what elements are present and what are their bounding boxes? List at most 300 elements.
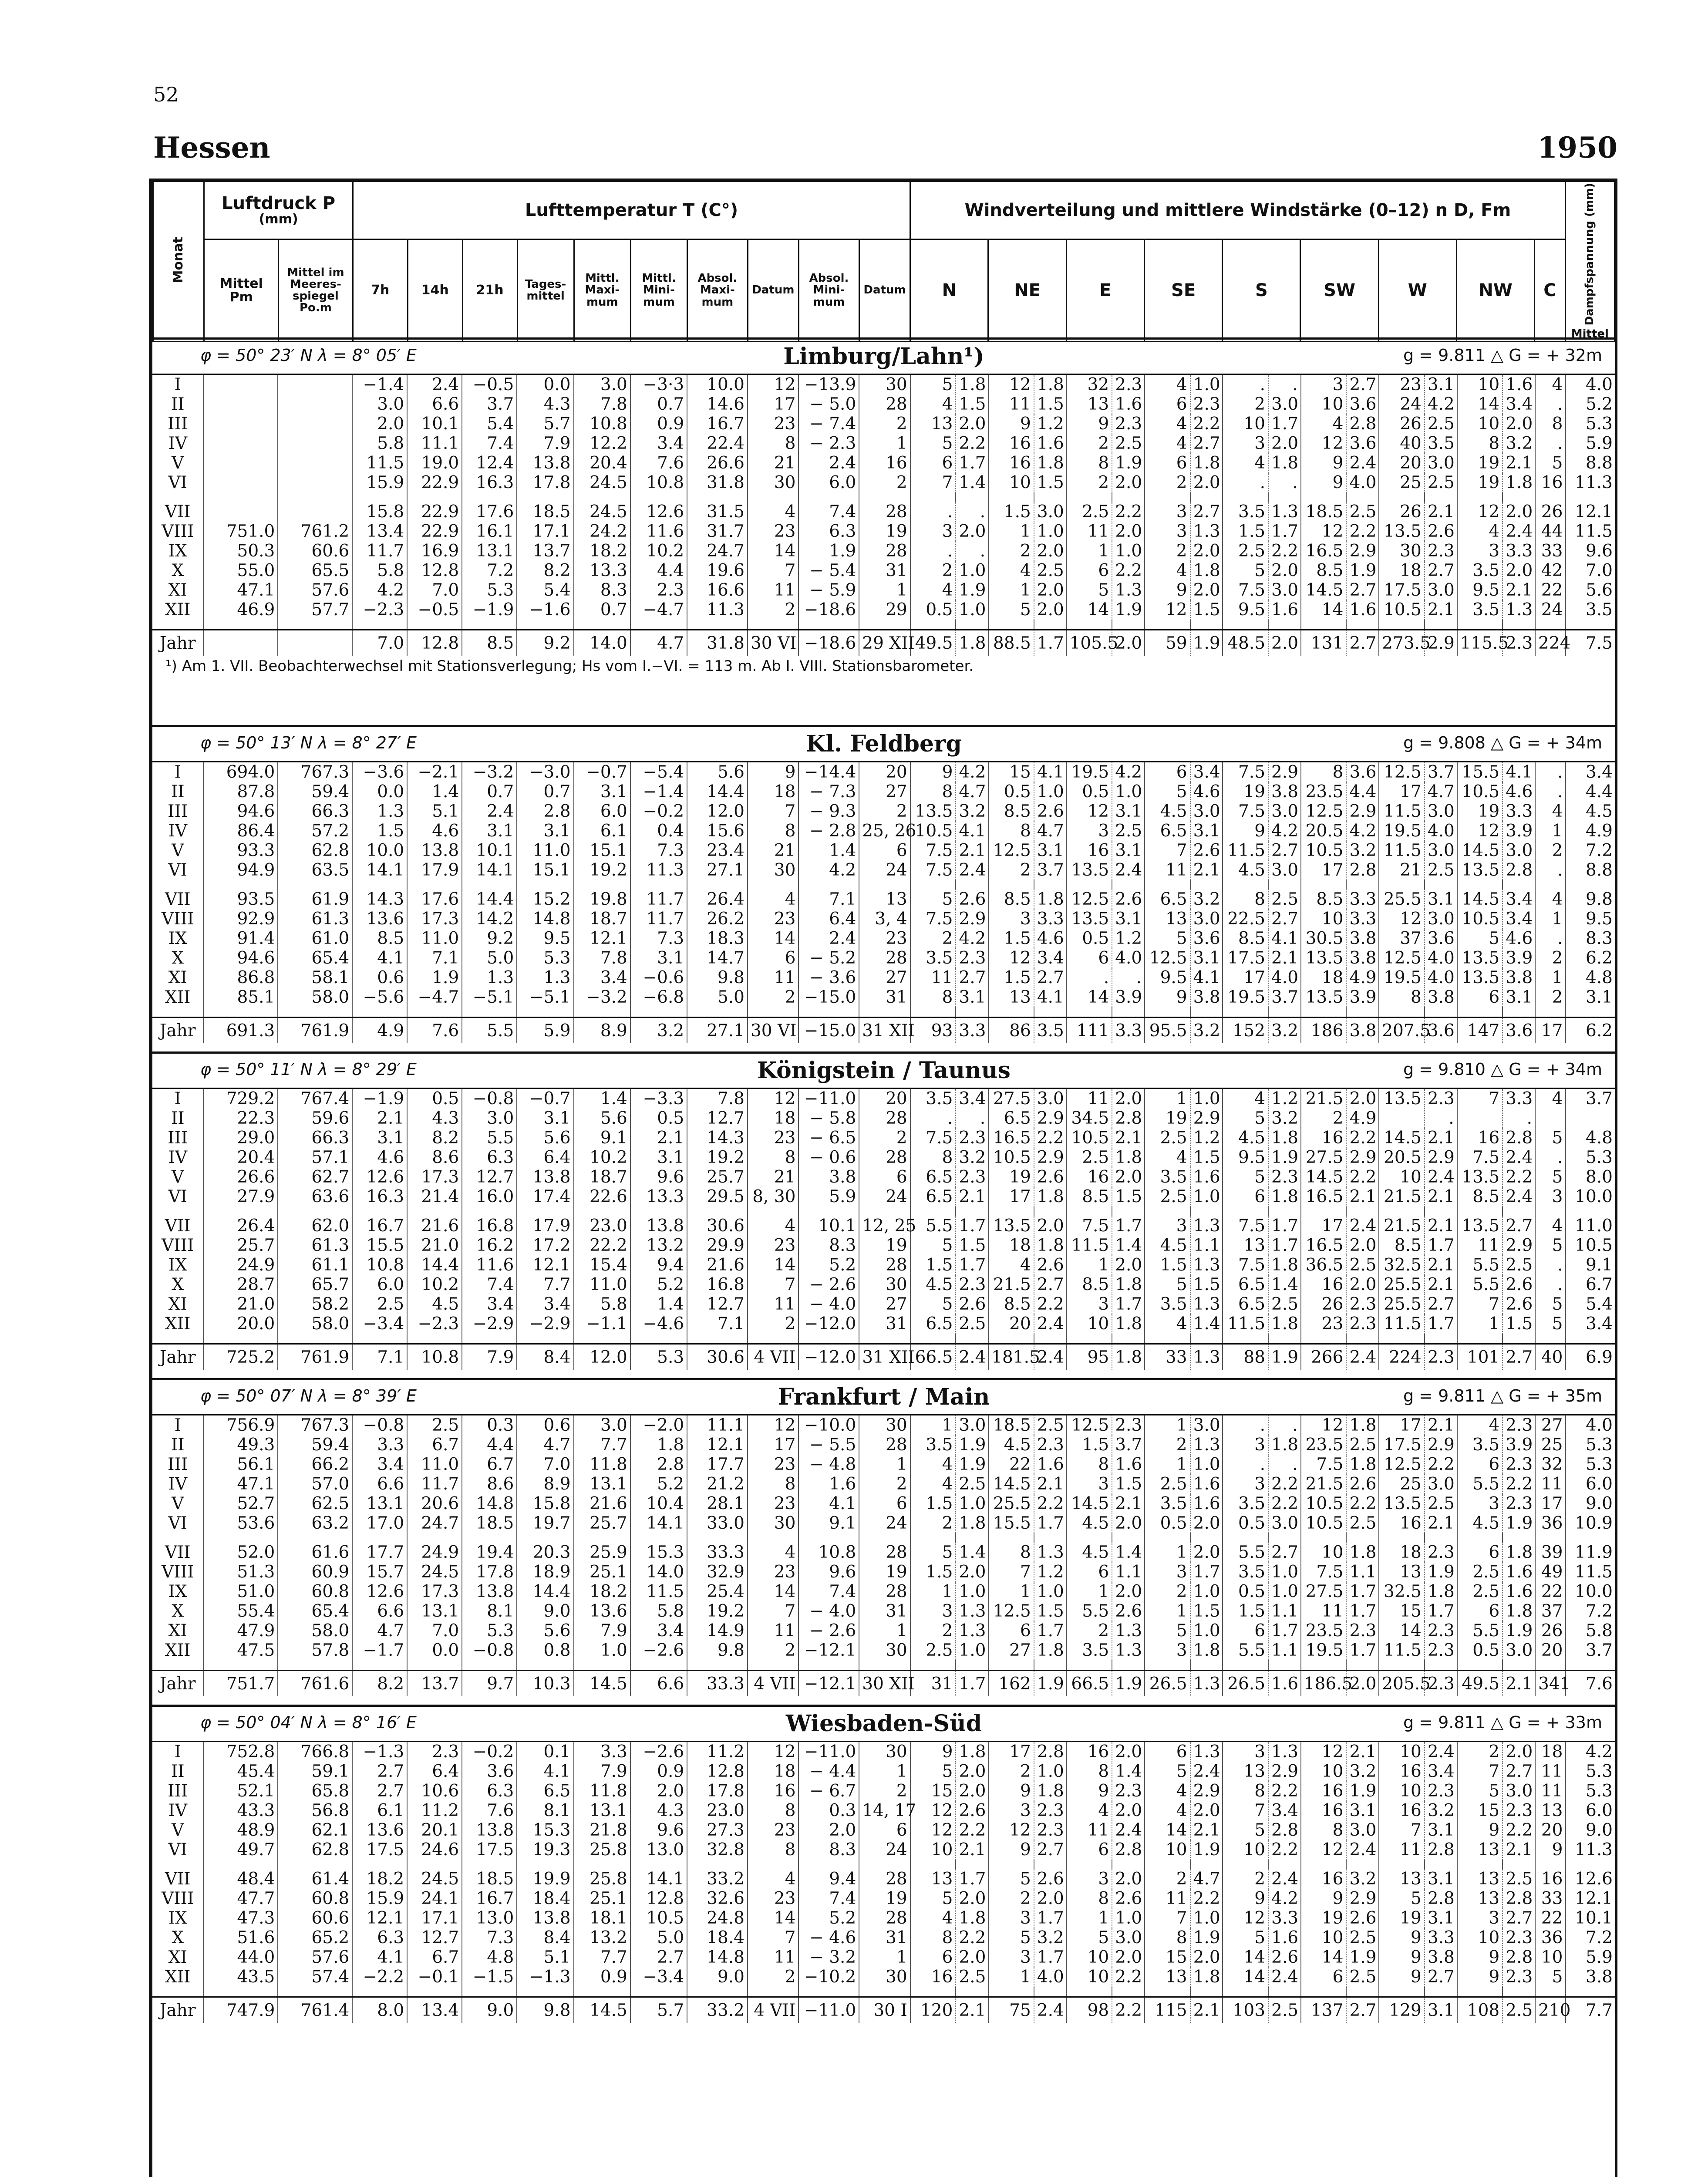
table-cell: 32.5 [1379, 1582, 1425, 1601]
table-cell: 19 [859, 1236, 910, 1255]
table-cell: 1.5 [352, 821, 407, 841]
table-cell: 8 [748, 1840, 798, 1860]
month-row [152, 1314, 1615, 1334]
table-cell: 13 [1145, 1967, 1190, 1987]
table-cell: 2.7 [1346, 580, 1379, 600]
table-cell: 4.0 [1566, 375, 1615, 394]
table-cell: 1.4 [630, 1294, 687, 1314]
table-cell: −1.4 [630, 782, 687, 802]
table-cell: 20 [988, 1314, 1034, 1334]
table-cell: 11.0 [517, 841, 573, 860]
table-cell: 8.3 [1566, 929, 1615, 948]
month-label: XII [165, 1314, 191, 1334]
table-cell: 7.1 [407, 948, 462, 968]
table-cell: 7 [1457, 1294, 1503, 1314]
table-cell: 0.8 [517, 1641, 573, 1660]
table-cell: 7 [1223, 1801, 1268, 1820]
table-cell: 3.1 [1112, 841, 1145, 860]
table-cell: 3.1 [574, 782, 630, 802]
table-cell: 1.5 [1190, 1148, 1223, 1167]
table-cell: 9.0 [687, 1967, 748, 1987]
table-cell: 9.2 [462, 929, 517, 948]
table-cell: 12.8 [407, 630, 462, 656]
table-cell: 36 [1535, 1928, 1566, 1948]
table-cell: 2.5 [1346, 1967, 1379, 1987]
table-cell: 10.5 [910, 821, 956, 841]
table-cell: 6.0 [1566, 1474, 1615, 1494]
table-cell: 6 [748, 948, 798, 968]
table-cell: . [1535, 1255, 1566, 1275]
table-cell: 1.9 [1503, 1621, 1535, 1641]
table-cell: 14.4 [462, 890, 517, 909]
month-row [152, 1455, 1615, 1474]
table-cell: 2.2 [1034, 1494, 1067, 1513]
table-cell: 16.7 [687, 414, 748, 434]
month-label: VI [168, 1840, 188, 1860]
table-cell: 5.0 [462, 948, 517, 968]
table-cell: 2.5 [1457, 1582, 1503, 1601]
table-cell: 13.5 [1457, 968, 1503, 987]
table-cell: 1.3 [1112, 1621, 1145, 1641]
table-cell: 1.8 [1034, 1236, 1067, 1255]
table-cell: 93.5 [203, 890, 278, 909]
station-header [152, 725, 1615, 762]
table-cell: 23 [748, 1889, 798, 1908]
table-cell: 9 [1379, 1928, 1425, 1948]
table-cell: 3.5 [1067, 1641, 1112, 1660]
month-label: X [172, 1275, 184, 1294]
table-cell: 11.5 [352, 453, 407, 473]
table-cell: 2.3 [1425, 1543, 1457, 1562]
table-cell: 65.5 [278, 561, 352, 580]
table-cell: 2.0 [1346, 1089, 1379, 1109]
table-cell: 1.9 [798, 541, 859, 561]
table-cell: 1 [1145, 1543, 1190, 1562]
table-cell: 6 [1145, 453, 1190, 473]
station-name: Frankfurt / Main [778, 1384, 990, 1410]
table-cell: 17.3 [407, 909, 462, 929]
table-cell: − 5.9 [798, 580, 859, 600]
table-cell: 6 [859, 1167, 910, 1187]
table-cell: 1.8 [956, 375, 988, 394]
table-cell: −1.7 [352, 1641, 407, 1660]
table-cell: 1.7 [1034, 1948, 1067, 1967]
month-label: VI [168, 1187, 188, 1206]
table-cell: − 2.8 [798, 821, 859, 841]
table-cell: 0.7 [630, 394, 687, 414]
table-cell: 2.0 [1503, 1742, 1535, 1762]
table-cell: 32.9 [687, 1562, 748, 1582]
table-cell: 3.7 [1566, 1641, 1615, 1660]
table-cell: 16 [1457, 1128, 1503, 1148]
table-cell: 3.0 [1268, 860, 1301, 880]
table-cell: 36 [1535, 1513, 1566, 1533]
table-cell: 1.3 [1190, 522, 1223, 541]
table-cell: 7 [1379, 1820, 1425, 1840]
table-cell: 1 [1145, 1601, 1190, 1621]
table-cell: 2 [859, 473, 910, 492]
table-cell: 1.9 [1346, 1781, 1379, 1801]
table-cell: 27.3 [687, 1820, 748, 1840]
table-cell: 5 [1457, 929, 1503, 948]
table-cell: 16 [748, 1781, 798, 1801]
table-cell: 10 [1301, 1762, 1347, 1781]
table-cell: 13.8 [462, 1820, 517, 1840]
table-cell: 5 [1145, 1762, 1190, 1781]
table-cell: 4.1 [352, 948, 407, 968]
table-cell: 2.0 [1346, 1236, 1379, 1255]
table-cell: 11 [1535, 1762, 1566, 1781]
table-cell: 52.7 [203, 1494, 278, 1513]
table-cell: 12 [1457, 821, 1503, 841]
table-cell: 19 [988, 1167, 1034, 1187]
table-cell: 57.1 [278, 1148, 352, 1167]
table-cell: 12 [1301, 434, 1347, 453]
table-cell: 2.7 [1503, 1908, 1535, 1928]
table-cell: 4 [910, 394, 956, 414]
table-cell: 19 [1457, 453, 1503, 473]
table-cell: 2.9 [1268, 762, 1301, 782]
table-cell: 10.5 [1566, 1236, 1615, 1255]
table-cell: 4.5 [910, 1275, 956, 1294]
table-cell: 11.2 [407, 1801, 462, 1820]
table-cell: 1.7 [1034, 1513, 1067, 1533]
table-cell: 21 [748, 1167, 798, 1187]
table-cell: 3.2 [1346, 1869, 1379, 1889]
month-label: XI [168, 1948, 187, 1967]
table-cell: 13.4 [352, 522, 407, 541]
table-cell: 10.5 [1301, 841, 1347, 860]
table-cell: 2.7 [1503, 1216, 1535, 1236]
table-cell: 59.1 [278, 1762, 352, 1781]
table-cell: −1.9 [462, 600, 517, 620]
table-cell: 30 [1379, 541, 1425, 561]
table-cell: 28 [859, 502, 910, 522]
table-cell: 3.2 [1503, 434, 1535, 453]
table-cell: 91.4 [203, 929, 278, 948]
table-cell: 7.5 [1223, 762, 1268, 782]
table-cell: 4 [1457, 1415, 1503, 1435]
station-footnote: ¹) Am 1. VII. Beobachterwechsel mit Stationsverlegung; Hs vom I.−VI. = 113 m. Ab I. VIII. Stationsbarometer. [165, 657, 974, 675]
table-cell: 3.1 [1425, 1908, 1457, 1928]
table-cell: 9 [910, 762, 956, 782]
table-cell: 761.4 [278, 1997, 352, 2023]
table-cell: 0.4 [630, 821, 687, 841]
table-cell: 3.4 [574, 968, 630, 987]
table-cell: 2.2 [1346, 522, 1379, 541]
table-cell: 5 [1379, 1889, 1425, 1908]
table-cell: 3.0 [1034, 502, 1067, 522]
table-cell [278, 414, 352, 434]
pressure-mean-header: Mittel Pm [204, 239, 279, 341]
table-cell: 5 [910, 1236, 956, 1255]
table-cell: 33.2 [687, 1997, 748, 2023]
table-cell: 66.5 [910, 1344, 956, 1370]
table-cell: 1.9 [1268, 1344, 1301, 1370]
table-cell: − 7.4 [798, 414, 859, 434]
table-cell: 19.7 [517, 1513, 573, 1533]
table-cell: 2.5 [1268, 1294, 1301, 1314]
table-cell: 8 [988, 1543, 1034, 1562]
table-cell: 3.4 [1190, 762, 1223, 782]
table-cell: 24.8 [687, 1908, 748, 1928]
table-cell: 10 [1379, 1742, 1425, 1762]
table-cell: 3.5 [1223, 502, 1268, 522]
table-cell: 1 [1145, 1455, 1190, 1474]
table-cell: − 5.8 [798, 1109, 859, 1128]
table-cell: 32.5 [1379, 1255, 1425, 1275]
table-cell: 1.4 [1190, 1314, 1223, 1334]
table-cell: 30 VI [748, 1018, 798, 1044]
table-cell: 3 [1145, 502, 1190, 522]
table-cell: −6.8 [630, 987, 687, 1007]
table-cell: 14 [1379, 1621, 1425, 1641]
table-cell: 3.1 [1503, 987, 1535, 1007]
table-cell: 2.6 [956, 1294, 988, 1314]
table-cell: −2.6 [630, 1742, 687, 1762]
table-cell: −10.2 [798, 1967, 859, 1987]
table-cell: 18.5 [462, 1513, 517, 1533]
table-cell: 22.4 [687, 434, 748, 453]
table-cell: 1.3 [1268, 1742, 1301, 1762]
table-cell: 2 [1067, 434, 1112, 453]
table-cell: 2.0 [1112, 1582, 1145, 1601]
table-cell: 2.3 [956, 1128, 988, 1148]
table-cell: 3.7 [1034, 860, 1067, 880]
table-cell: 3.6 [1346, 394, 1379, 414]
table-cell: 51.6 [203, 1928, 278, 1948]
table-cell: 10.5 [1067, 1128, 1112, 1148]
table-cell: 2.8 [630, 1455, 687, 1474]
table-cell: 16.2 [462, 1236, 517, 1255]
table-cell: 4 [1301, 414, 1347, 434]
table-cell: 13 [859, 890, 910, 909]
table-cell: 18.4 [687, 1928, 748, 1948]
table-cell: 3.1 [1425, 1869, 1457, 1889]
table-cell: 2.9 [1346, 1889, 1379, 1908]
table-cell: 10.8 [630, 473, 687, 492]
table-cell: 2.0 [352, 414, 407, 434]
table-cell: 6.0 [574, 802, 630, 821]
table-cell: 1.7 [1268, 414, 1301, 434]
table-cell: 14.5 [1457, 841, 1503, 860]
table-cell: 1.3 [956, 1621, 988, 1641]
table-cell: 62.0 [278, 1216, 352, 1236]
table-cell: 1.8 [1346, 1455, 1379, 1474]
table-cell: 8 [748, 821, 798, 841]
table-cell: − 4.8 [798, 1455, 859, 1474]
month-row [152, 860, 1615, 880]
table-cell: 2.3 [1425, 1641, 1457, 1660]
table-cell: 4 [910, 580, 956, 600]
table-cell: 2 [1223, 394, 1268, 414]
table-cell: 1.6 [1503, 1582, 1535, 1601]
table-cell: 2.5 [1034, 1415, 1067, 1435]
table-cell: 8.3 [574, 580, 630, 600]
table-cell: 14.5 [1067, 1494, 1112, 1513]
table-cell: 15 [1457, 1801, 1503, 1820]
table-cell: 2.9 [1346, 802, 1379, 821]
table-cell: 65.4 [278, 948, 352, 968]
table-cell: 28 [859, 948, 910, 968]
table-cell: 17 [748, 394, 798, 414]
table-cell: 14.4 [407, 1255, 462, 1275]
table-cell: 13.1 [352, 1494, 407, 1513]
table-cell: 4.6 [352, 1148, 407, 1167]
table-cell: 31 [859, 1928, 910, 1948]
table-cell: 2.2 [956, 1928, 988, 1948]
table-cell: 5 [1223, 1167, 1268, 1187]
table-cell: 11.5 [1379, 1314, 1425, 1334]
table-cell: 2.1 [956, 841, 988, 860]
table-cell: 10 [1535, 1948, 1566, 1967]
table-cell: 8.8 [1566, 860, 1615, 880]
table-cell: 13.8 [407, 841, 462, 860]
table-cell: 16 [1067, 1742, 1112, 1762]
table-cell: 3 [1145, 1216, 1190, 1236]
table-cell: 3 [1145, 522, 1190, 541]
table-cell: 1.9 [956, 1435, 988, 1455]
table-cell: 13.8 [517, 1908, 573, 1928]
table-cell: 1.7 [956, 1671, 988, 1697]
table-cell: 8.1 [517, 1801, 573, 1820]
table-cell: 4 [1535, 375, 1566, 394]
table-cell: 3.2 [1190, 1018, 1223, 1044]
table-cell: 3 [1067, 1869, 1112, 1889]
table-cell: 12.8 [630, 1889, 687, 1908]
table-cell: 5 [1145, 1621, 1190, 1641]
table-cell: 1.9 [1190, 1840, 1223, 1860]
table-cell: 3.0 [1425, 580, 1457, 600]
table-cell: 66.3 [278, 802, 352, 821]
table-cell: 31 [859, 1601, 910, 1621]
table-cell: 3.2 [1034, 1928, 1067, 1948]
table-cell: 6 [1067, 561, 1112, 580]
table-cell: 13.5 [1379, 1089, 1425, 1109]
table-cell: 86.8 [203, 968, 278, 987]
table-cell: 4.9 [1346, 968, 1379, 987]
table-cell: 1.7 [1425, 1236, 1457, 1255]
table-cell: . [1223, 375, 1268, 394]
table-cell: −18.6 [798, 630, 859, 656]
table-cell: 1.7 [1034, 1621, 1067, 1641]
table-cell: 2.6 [956, 1801, 988, 1820]
table-cell: 2.0 [1190, 1948, 1223, 1967]
table-cell: 0.5 [1223, 1513, 1268, 1533]
table-cell: 3.6 [1503, 1018, 1535, 1044]
table-cell: 48.5 [1223, 630, 1268, 656]
table-cell: 2.3 [1034, 1820, 1067, 1840]
table-cell: 2.3 [1425, 1089, 1457, 1109]
table-cell: 23.0 [687, 1801, 748, 1820]
table-cell: 2.5 [1223, 541, 1268, 561]
month-label: X [172, 561, 184, 580]
table-cell: 1.9 [956, 580, 988, 600]
table-cell: 4 [1535, 1216, 1566, 1236]
table-cell: . [1535, 782, 1566, 802]
table-cell: 24 [1379, 394, 1425, 414]
table-cell: 5.4 [517, 580, 573, 600]
table-cell: 61.3 [278, 1236, 352, 1255]
table-cell: 4 [1457, 522, 1503, 541]
table-cell: 4.4 [1346, 782, 1379, 802]
month-label: XII [165, 600, 191, 620]
table-cell: 19.5 [1379, 968, 1425, 987]
table-cell: . [956, 1109, 988, 1128]
table-cell: 7.5 [910, 841, 956, 860]
table-cell: 46.9 [203, 600, 278, 620]
table-cell: 1.0 [956, 561, 988, 580]
table-cell: 2.4 [1346, 1840, 1379, 1860]
table-cell: 2.6 [1034, 1869, 1067, 1889]
table-cell: 4 [748, 1543, 798, 1562]
month-row [152, 1474, 1615, 1494]
table-cell: 19.6 [687, 561, 748, 580]
table-cell: 3.4 [1566, 1314, 1615, 1334]
table-cell: 10 [1457, 1928, 1503, 1948]
table-cell: 2.4 [1190, 1762, 1223, 1781]
table-cell: 93.3 [203, 841, 278, 860]
table-cell: 11.8 [574, 1781, 630, 1801]
daily-mean-header: Tages-mittel [517, 239, 574, 341]
table-cell: 2.3 [1503, 1928, 1535, 1948]
table-cell: 26 [1379, 502, 1425, 522]
table-cell: 22 [1535, 1908, 1566, 1928]
table-cell: 2.7 [1503, 1344, 1535, 1370]
table-cell: 3 [1457, 1908, 1503, 1928]
table-cell: 27.5 [1301, 1148, 1347, 1167]
table-cell: 3.0 [1190, 909, 1223, 929]
table-cell: 2.4 [798, 929, 859, 948]
table-cell: 5 [1535, 1167, 1566, 1187]
table-cell: −0.8 [352, 1415, 407, 1435]
table-cell: 59.4 [278, 782, 352, 802]
table-cell: 4.8 [462, 1948, 517, 1967]
table-cell: 12 [748, 1089, 798, 1109]
table-cell: 1.1 [1190, 1236, 1223, 1255]
table-cell: 9.5 [1145, 968, 1190, 987]
table-cell: 12 [1301, 1840, 1347, 1860]
table-cell: 11.5 [1379, 802, 1425, 821]
table-cell: 5.8 [352, 434, 407, 453]
table-cell: 15 [910, 1781, 956, 1801]
table-cell: 3.4 [1503, 890, 1535, 909]
table-cell: −2.9 [517, 1314, 573, 1334]
table-cell: 3 [988, 909, 1034, 929]
table-cell: 7.3 [630, 929, 687, 948]
table-cell: 14 [748, 1908, 798, 1928]
table-cell: 13.1 [462, 541, 517, 561]
table-cell: 5.2 [1566, 394, 1615, 414]
table-cell: 92.9 [203, 909, 278, 929]
table-cell: 2.1 [1425, 1216, 1457, 1236]
table-cell: 5.3 [462, 1621, 517, 1641]
table-cell: 10.5 [630, 1908, 687, 1928]
table-cell: 22 [1535, 580, 1566, 600]
table-cell: 10.5 [1301, 1494, 1347, 1513]
table-cell: 111 [1067, 1018, 1112, 1044]
table-cell: 4.7 [1425, 782, 1457, 802]
table-cell: 17 [988, 1187, 1034, 1206]
table-cell: −1.4 [352, 375, 407, 394]
table-cell: 87.8 [203, 782, 278, 802]
table-cell: 2.3 [1503, 1415, 1535, 1435]
month-label: IX [168, 1908, 187, 1928]
table-cell: 14.7 [687, 948, 748, 968]
table-cell: 5.0 [687, 987, 748, 1007]
table-cell: 16.5 [1301, 1236, 1347, 1255]
table-cell: 12.5 [988, 841, 1034, 860]
